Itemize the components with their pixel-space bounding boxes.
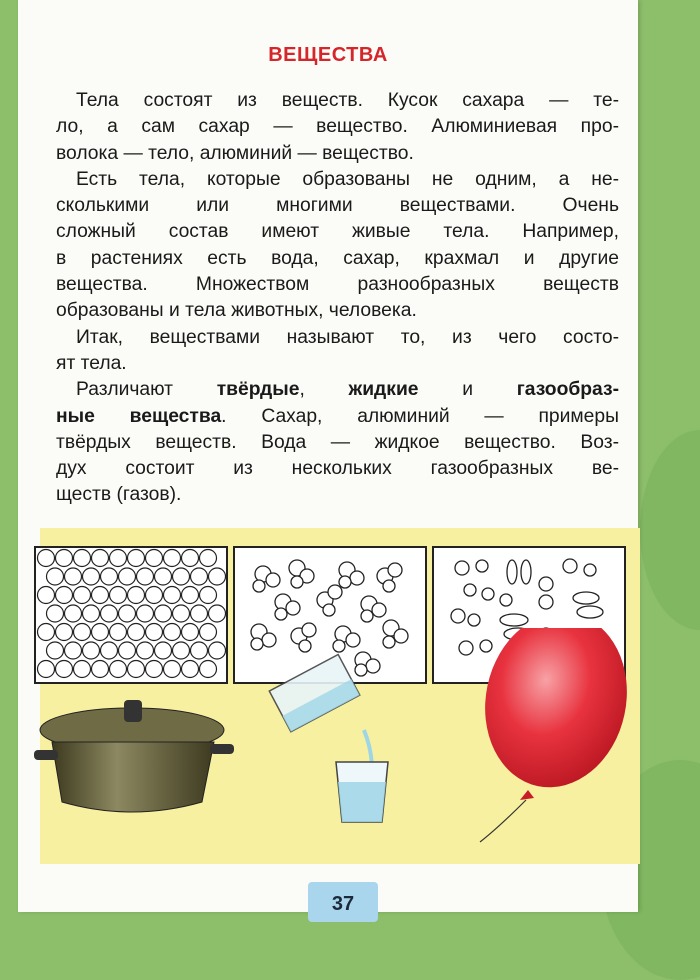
solid-particle [38, 587, 55, 604]
solid-particle [119, 642, 136, 659]
solid-particle [101, 642, 118, 659]
solid-particle [56, 587, 73, 604]
solid-particle [92, 624, 109, 641]
text-line: ществ (газов). [56, 484, 182, 506]
section-title: ВЕЩЕСТВА [268, 44, 388, 66]
solid-particle [191, 642, 208, 659]
textbook-page [18, 0, 638, 915]
solid-particle [137, 605, 154, 622]
solid-particle [119, 605, 136, 622]
solid-particle [47, 605, 64, 622]
text-line: сколькими или многими веществами. Очень [56, 195, 619, 217]
text-line: Есть тела, которые образованы не одним, а не- [76, 168, 619, 190]
solid-particle [137, 568, 154, 585]
solid-particle [146, 550, 163, 567]
solid-particle [164, 624, 181, 641]
solid-particle [110, 624, 127, 641]
solid-particle [92, 661, 109, 678]
solid-particle [74, 624, 91, 641]
body-text [56, 88, 619, 509]
solid-particles-svg [36, 548, 226, 682]
solid-particle [182, 661, 199, 678]
solid-particle [209, 605, 226, 622]
text-line: твёрдых веществ. Вода — жидкое вещество. Воз- [56, 431, 619, 453]
solid-particle [191, 568, 208, 585]
solid-particle [209, 642, 226, 659]
solid-particle [128, 587, 145, 604]
solid-particle [173, 642, 190, 659]
text-line: Итак, веществами называют то, из чего состо- [76, 326, 619, 348]
solid-particle [110, 587, 127, 604]
solid-particle [74, 661, 91, 678]
text-line: дух состоит из нескольких газообразных ве- [56, 458, 619, 480]
term-solid: твёрдые [216, 379, 300, 401]
term-liquid: жидкие [348, 379, 419, 401]
solid-particle [65, 568, 82, 585]
solid-particle [200, 587, 217, 604]
solid-particle [182, 587, 199, 604]
solid-particle [191, 605, 208, 622]
solid-particle [38, 661, 55, 678]
solid-particle [101, 605, 118, 622]
solid-particle [128, 661, 145, 678]
solid-particle [119, 568, 136, 585]
solid-particle [65, 605, 82, 622]
solid-particle [110, 550, 127, 567]
solid-particles-diagram [34, 546, 228, 684]
solid-particle [146, 587, 163, 604]
solid-particle [155, 642, 172, 659]
solid-particle [164, 550, 181, 567]
solid-particle [146, 661, 163, 678]
red-balloon-illustration [458, 628, 628, 848]
solid-particle [56, 661, 73, 678]
solid-particle [173, 568, 190, 585]
solid-particle [47, 642, 64, 659]
term-gas: газообраз- [516, 379, 620, 401]
solid-particle [92, 550, 109, 567]
text-line: образованы и тела животных, человека. [56, 300, 417, 322]
solid-particle [101, 568, 118, 585]
solid-particle [182, 550, 199, 567]
text-line: ят тела. [56, 352, 127, 374]
water-glasses-illustration [254, 650, 404, 830]
solid-particle [200, 661, 217, 678]
cooking-pot-illustration [32, 692, 242, 822]
text-line: в растениях есть вода, сахар, крахмал и другие [56, 247, 619, 269]
solid-particle [164, 587, 181, 604]
solid-particle [56, 624, 73, 641]
solid-particle [47, 568, 64, 585]
text-line: волока — тело, алюминий — вещество. [56, 142, 414, 164]
solid-particle [200, 624, 217, 641]
solid-particle [155, 568, 172, 585]
solid-particle [155, 605, 172, 622]
solid-particle [110, 661, 127, 678]
solid-particle [146, 624, 163, 641]
solid-particle [209, 568, 226, 585]
solid-particle [173, 605, 190, 622]
text-line: Тела состоят из веществ. Кусок сахара — те- [76, 90, 619, 111]
solid-particle [137, 642, 154, 659]
background-leaf [640, 430, 700, 630]
solid-particle [38, 550, 55, 567]
solid-particle [65, 642, 82, 659]
solid-particle [56, 550, 73, 567]
solid-particle [182, 624, 199, 641]
solid-particle [83, 568, 100, 585]
solid-particle [38, 624, 55, 641]
solid-particle [164, 661, 181, 678]
solid-particle [83, 605, 100, 622]
text-line: Различают твёрдые, жидкие и газообраз- [76, 379, 620, 401]
text-line: сложный состав имеют живые тела. Например, [56, 221, 619, 243]
solid-particle [128, 550, 145, 567]
text-line: вещества. Множеством разнообразных веществ [56, 274, 619, 296]
solid-particle [83, 642, 100, 659]
term-substances: ные вещества [56, 405, 222, 427]
solid-particle [128, 624, 145, 641]
solid-particle [74, 550, 91, 567]
solid-particle [74, 587, 91, 604]
solid-particle [92, 587, 109, 604]
solid-particle [200, 550, 217, 567]
text-line: ные вещества. Сахар, алюминий — примеры [56, 405, 619, 427]
text-line: ло, а сам сахар — вещество. Алюминиевая про- [56, 116, 619, 138]
page-number: 37 [308, 882, 378, 922]
